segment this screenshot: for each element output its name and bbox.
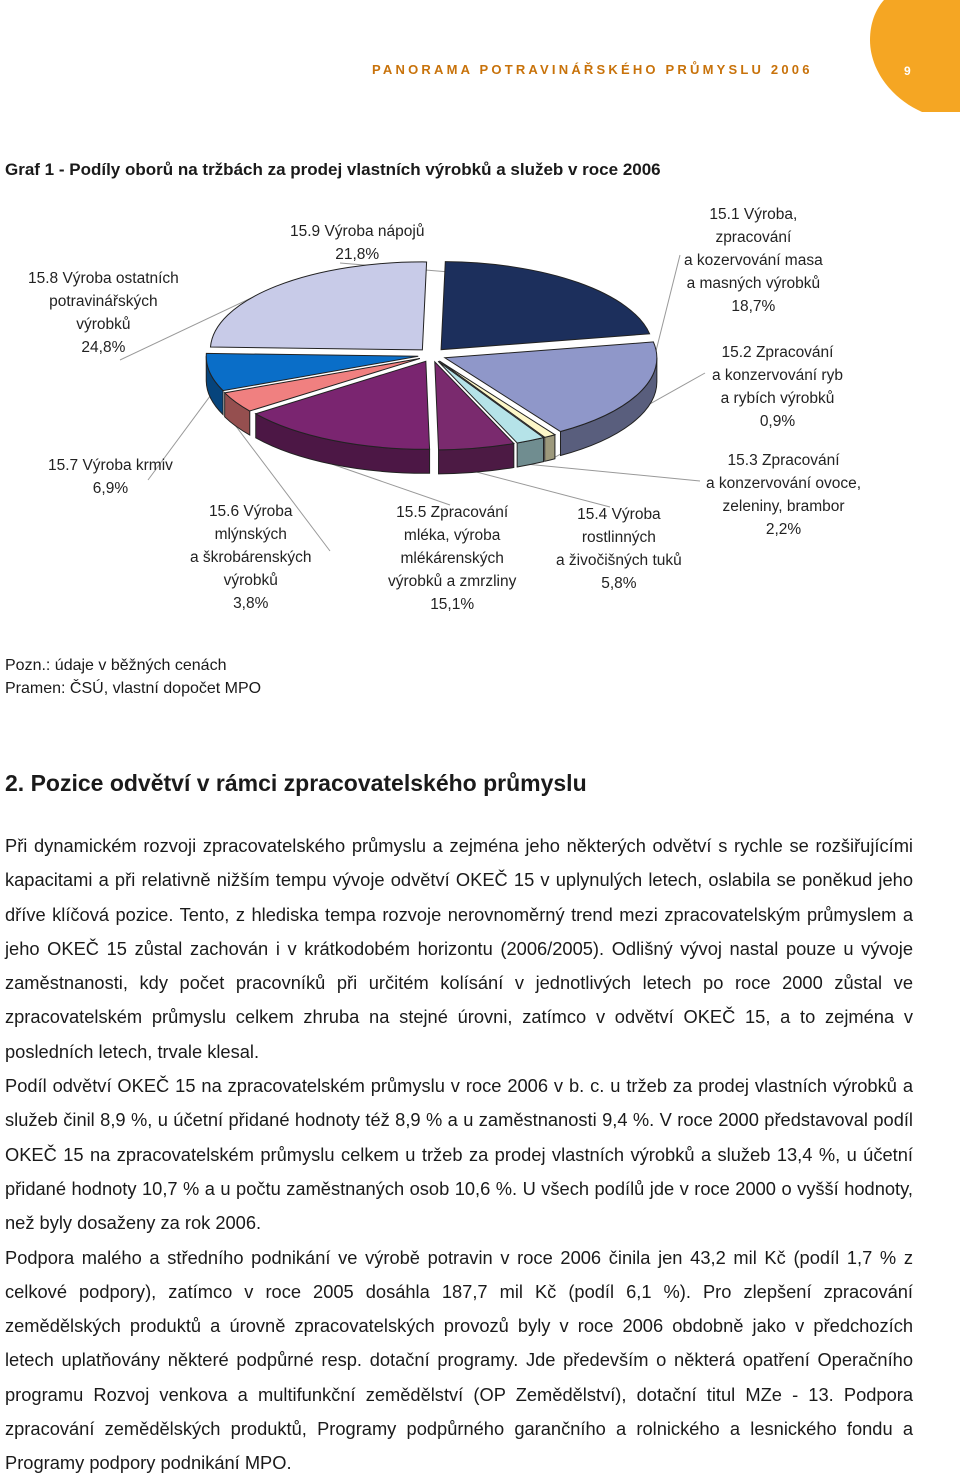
pie-slices bbox=[206, 262, 657, 474]
label-line: zeleniny, brambor bbox=[722, 498, 845, 515]
label-line: a rybích výrobků bbox=[720, 390, 835, 407]
label-line: 15.9 Výroba nápojů bbox=[290, 223, 425, 240]
label-line: 18,7% bbox=[731, 298, 776, 315]
label-line: 15,1% bbox=[430, 596, 475, 613]
label-line: 21,8% bbox=[335, 246, 380, 263]
chart-notes bbox=[5, 654, 261, 700]
label-line: 0,9% bbox=[759, 413, 796, 430]
paragraph: Podíl odvětví OKEČ 15 na zpracovatelském průmyslu v roce 2006 v b. c. u tržeb za prodej vlastních výrobků a služeb činil 8,9 %, u účetní přidané hodnoty též 8,9 % a u zaměstnanosti 9,4 %. V roce 2000 představoval podíl OKEČ 15 na zpracovatelském průmyslu celkem u tržeb za prodej vlastních výrobků a služeb 13,4 %, u účetní přidané hodnoty 10,7 % a u počtu zaměstnaných osob 10,6 %. U všech podílů jde v roce 2000 o vyšší hodnoty, než byly dosaženy za rok 2006. bbox=[5, 1075, 913, 1234]
paragraph: Podpora malého a středního podnikání ve výrobě potravin v roce 2006 činila jen 43,2 mil Kč (podíl 1,7 % z celkové podpory), zatímco v roce 2005 dosáhla 187,7 mil Kč (podíl 6,1 %). Pro zlepšení zpracování zemědělských produktů a úrovně zpracovatelských provozů byly v roce 2006 obdobně jako v předchozích letech uplatňovány některé podpůrné resp. dotační programy. Jde především o některá opatření Operačního programu Rozvoj venkova a multifunkční zemědělství (OP Zemědělství), dotační titul MZe - 13. Podpora zpracování zemědělských produktů, Programy podpůrného garančního a rolnického a lesnického fondu a Programy podpory podnikání MPO. bbox=[5, 1246, 913, 1474]
label-15-6 bbox=[190, 500, 311, 615]
slice-side-15-2 bbox=[545, 435, 555, 462]
label-line: a konzervování ryb bbox=[712, 367, 843, 384]
running-header: PANORAMA POTRAVINÁŘSKÉHO PRŮMYSLU 2006 bbox=[372, 62, 813, 77]
label-15-2 bbox=[712, 341, 843, 433]
paragraph: Při dynamickém rozvoji zpracovatelského průmyslu a zejména jeho některých odvětví s rychle se rozšiřujícími kapacitami a při relativně nižším tempu vývoje odvětví OKEČ 15 v uplynulých letech, oslabila se poněkud jeho dříve klíčová pozice. Tento, z hlediska tempa rozvoje nerovnoměrný trend mezi zpracovatelským průmyslem a jeho OKEČ 15 zůstal zachován i v krátkodobém horizontu (2006/2005). Odlišný vývoj nastal pouze u vývoje zaměstnanosti, kdy počet pracovníků při určitém kolísání v jednotlivých letech po roce 2000 zůstal ve zpracovatelském průmyslu celkem zhruba na stejné úrovni, zatímco v odvětví OKEČ 15, a to zejména v posledních letech, trvale klesal. bbox=[5, 835, 913, 1062]
label-line: výrobků bbox=[76, 316, 131, 333]
slice-15-9 bbox=[441, 262, 650, 350]
label-line: a kozervování masa bbox=[684, 252, 823, 269]
label-line: mlékárenských bbox=[400, 550, 504, 567]
slice-15-8 bbox=[210, 262, 426, 350]
label-line: výrobků a zmrzliny bbox=[388, 573, 517, 590]
page-number: 9 bbox=[904, 64, 911, 78]
label-line: 6,9% bbox=[92, 480, 129, 497]
note-source: Pramen: ČSÚ, vlastní dopočet MPO bbox=[5, 680, 262, 697]
label-line: 15.5 Zpracování bbox=[396, 504, 509, 521]
label-line: a masných výrobků bbox=[686, 275, 821, 292]
label-15-1 bbox=[684, 203, 823, 318]
label-15-8 bbox=[28, 267, 179, 359]
note-prices: Pozn.: údaje v běžných cenách bbox=[5, 657, 227, 674]
leader-line-15-3 bbox=[531, 464, 700, 481]
label-15-3 bbox=[706, 449, 861, 541]
body-text bbox=[5, 829, 913, 1481]
label-15-5 bbox=[388, 501, 516, 616]
pie-chart bbox=[0, 195, 960, 625]
label-line: výrobků bbox=[223, 572, 278, 589]
label-15-9 bbox=[290, 220, 424, 266]
page-tab-shape bbox=[862, 0, 960, 112]
label-line: 15.1 Výroba, bbox=[709, 206, 798, 223]
label-line: 15.7 Výroba krmiv bbox=[48, 457, 173, 474]
label-line: mléka, výroba bbox=[403, 527, 501, 544]
label-line: 15.3 Zpracování bbox=[727, 452, 840, 469]
label-line: potravinářských bbox=[49, 293, 158, 310]
graph-title: Graf 1 - Podíly oborů na tržbách za prodej vlastních výrobků a služeb v roce 2006 bbox=[5, 160, 661, 179]
label-line: 15.2 Zpracování bbox=[721, 344, 834, 361]
label-line: a škrobárenských bbox=[190, 549, 312, 566]
label-line: 15.4 Výroba bbox=[577, 506, 661, 523]
label-line: 3,8% bbox=[233, 595, 269, 612]
label-line: 24,8% bbox=[81, 339, 126, 356]
label-line: mlýnských bbox=[214, 526, 287, 543]
label-15-4 bbox=[556, 503, 682, 595]
label-line: 15.6 Výroba bbox=[208, 503, 293, 520]
section-title: 2. Pozice odvětví v rámci zpracovatelského průmyslu bbox=[5, 770, 587, 796]
label-line: 5,8% bbox=[601, 575, 637, 592]
label-line: 15.8 Výroba ostatních bbox=[28, 270, 179, 287]
label-line: rostlinných bbox=[581, 529, 656, 546]
label-line: 2,2% bbox=[765, 521, 802, 538]
label-15-7 bbox=[48, 454, 173, 500]
label-line: a živočišných tuků bbox=[556, 552, 682, 569]
label-line: a konzervování ovoce, bbox=[706, 475, 862, 492]
label-line: zpracování bbox=[715, 229, 792, 246]
